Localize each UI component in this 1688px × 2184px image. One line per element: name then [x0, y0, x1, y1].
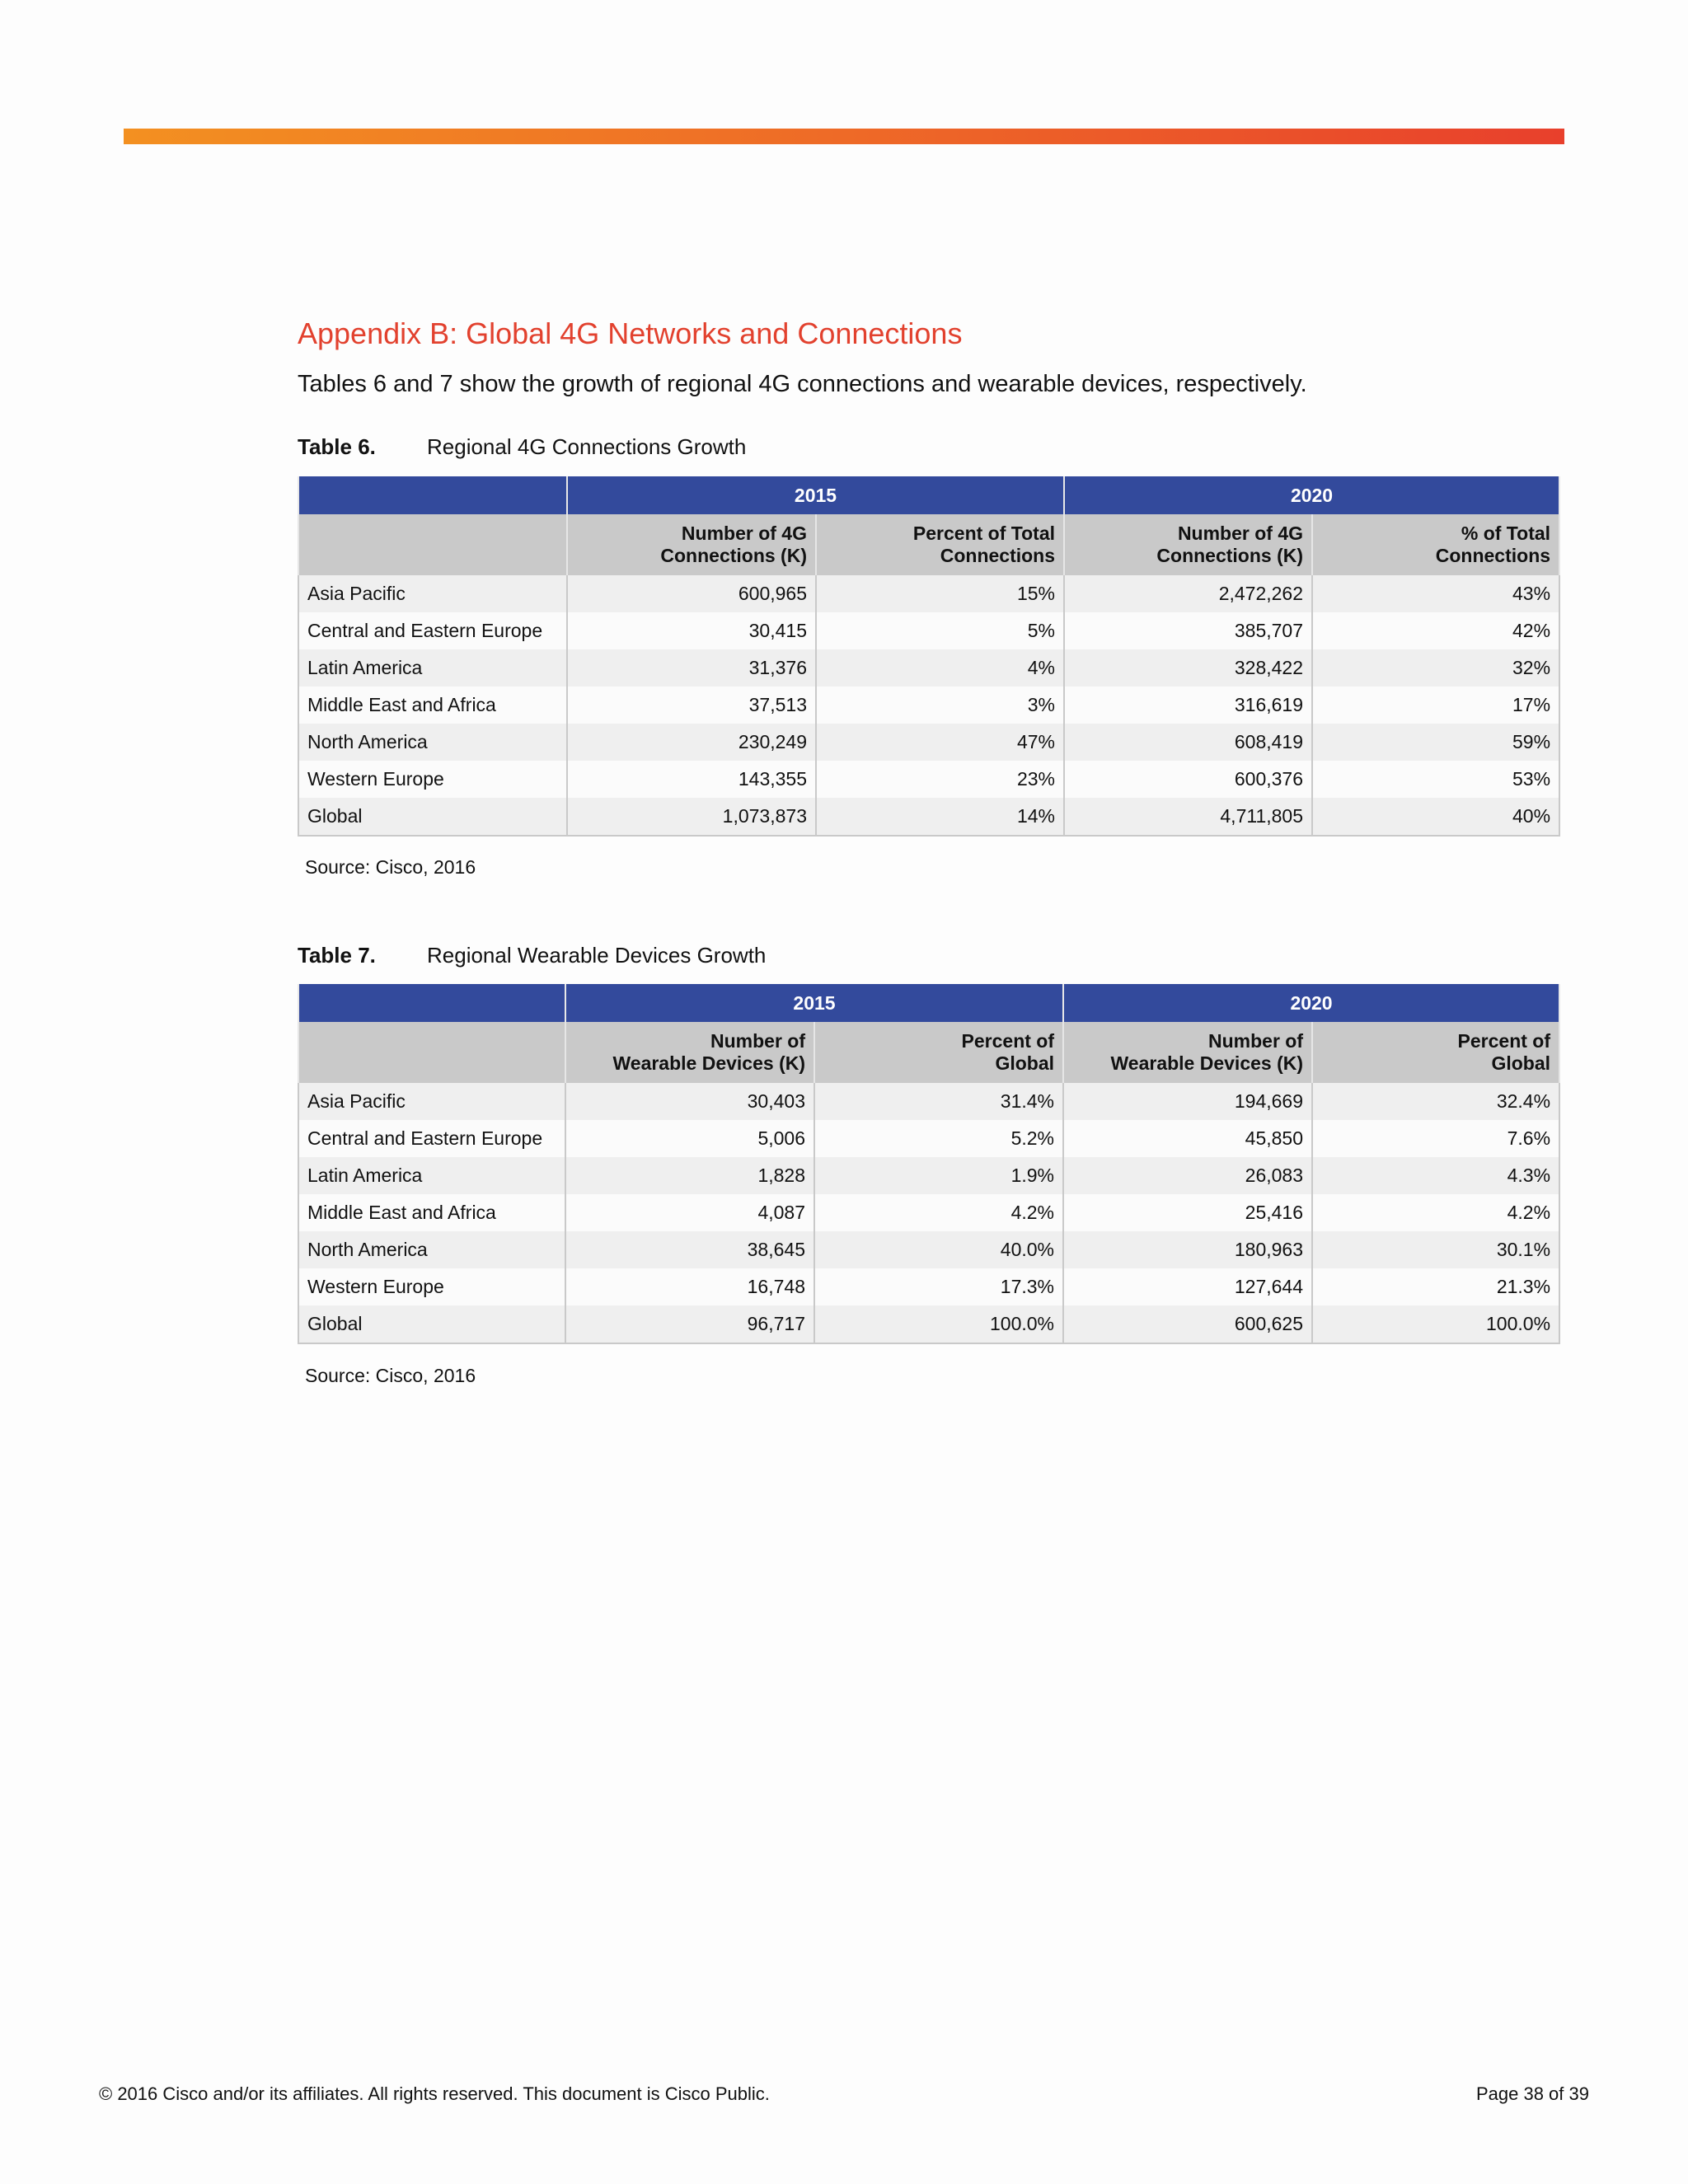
table-row — [298, 1120, 1559, 1157]
table-7-caption — [298, 943, 766, 968]
table-row — [298, 649, 1559, 687]
column-header-row — [298, 1022, 1559, 1083]
table-cell: 230,249 — [567, 724, 816, 761]
table-6 — [298, 476, 1560, 837]
table-cell: 43% — [1312, 575, 1559, 612]
table-cell: 15% — [816, 575, 1064, 612]
table-cell: 31.4% — [814, 1083, 1063, 1120]
table-row — [298, 761, 1559, 798]
table-cell: 30,415 — [567, 612, 816, 649]
footer-page-number: Page 38 of 39 — [1475, 2083, 1589, 2104]
table-cell: 40.0% — [814, 1231, 1063, 1268]
table-cell: 5.2% — [814, 1120, 1063, 1157]
table-7-title: Regional Wearable Devices Growth — [427, 943, 767, 968]
year-2015-header: 2015 — [565, 984, 1063, 1022]
table-cell: 316,619 — [1064, 687, 1312, 724]
footer-copyright: © 2016 Cisco and/or its affiliates. All rights reserved. This document is Cisco Public. — [99, 2083, 770, 2104]
table-cell: 37,513 — [567, 687, 816, 724]
region-label: Middle East and Africa — [298, 687, 567, 724]
year-header-blank — [298, 984, 565, 1022]
table-row — [298, 1194, 1559, 1231]
table-cell: 30,403 — [565, 1083, 814, 1120]
table-cell: 17.3% — [814, 1268, 1063, 1305]
column-header-row — [298, 514, 1559, 575]
column-header — [1064, 514, 1312, 575]
table-row — [298, 687, 1559, 724]
table-cell: 16,748 — [565, 1268, 814, 1305]
table-row — [298, 612, 1559, 649]
column-header-line: Number of — [1208, 1030, 1304, 1052]
table-cell: 4.2% — [1312, 1194, 1559, 1231]
table-cell: 40% — [1312, 798, 1559, 836]
table-row — [298, 724, 1559, 761]
table-row — [298, 1157, 1559, 1194]
column-header — [814, 1022, 1063, 1083]
column-header-line: Percent of — [1457, 1030, 1551, 1052]
region-label: Central and Eastern Europe — [298, 612, 567, 649]
column-header — [567, 514, 816, 575]
table-7 — [298, 984, 1560, 1344]
year-header-row — [298, 984, 1559, 1022]
table-cell: 5% — [816, 612, 1064, 649]
table-7-number: Table 7. — [298, 943, 376, 968]
year-header-row — [298, 476, 1559, 514]
table-cell: 30.1% — [1312, 1231, 1559, 1268]
table-7-source: Source: Cisco, 2016 — [305, 1365, 476, 1386]
year-2020-header: 2020 — [1064, 476, 1559, 514]
table-cell: 100.0% — [1312, 1305, 1559, 1343]
table-row — [298, 1268, 1559, 1305]
table-row — [298, 575, 1559, 612]
table-cell: 4% — [816, 649, 1064, 687]
page-heading: Appendix B: Global 4G Networks and Connections — [298, 316, 963, 350]
column-header-line: Percent of — [961, 1030, 1055, 1052]
region-label: Global — [298, 1305, 565, 1343]
table-cell: 1.9% — [814, 1157, 1063, 1194]
table-cell: 194,669 — [1063, 1083, 1312, 1120]
region-label: Global — [298, 798, 567, 836]
table-cell: 2,472,262 — [1064, 575, 1312, 612]
table-cell: 7.6% — [1312, 1120, 1559, 1157]
table-6-title: Regional 4G Connections Growth — [427, 434, 747, 459]
table-cell: 1,073,873 — [567, 798, 816, 836]
column-header — [816, 514, 1064, 575]
table-cell: 608,419 — [1064, 724, 1312, 761]
column-header-blank — [298, 1022, 565, 1083]
year-2020-header: 2020 — [1063, 984, 1559, 1022]
table-cell: 59% — [1312, 724, 1559, 761]
table-cell: 32.4% — [1312, 1083, 1559, 1120]
table-cell: 3% — [816, 687, 1064, 724]
column-header-line: Global — [995, 1052, 1055, 1074]
column-header-line: Connections — [1435, 545, 1551, 566]
intro-text: Tables 6 and 7 show the growth of regional 4G connections and wearable devices, respectively. — [298, 371, 1307, 397]
table-cell: 17% — [1312, 687, 1559, 724]
region-label: North America — [298, 1231, 565, 1268]
table-cell: 127,644 — [1063, 1268, 1312, 1305]
table-cell: 47% — [816, 724, 1064, 761]
column-header — [1312, 1022, 1559, 1083]
column-header-blank — [298, 514, 567, 575]
table-cell: 23% — [816, 761, 1064, 798]
region-label: Asia Pacific — [298, 575, 567, 612]
column-header-line: Number of 4G — [681, 523, 807, 544]
column-header — [1312, 514, 1559, 575]
table-cell: 4,087 — [565, 1194, 814, 1231]
column-header-line: % of Total — [1461, 523, 1551, 544]
column-header-line: Wearable Devices (K) — [1110, 1052, 1304, 1074]
table-cell: 42% — [1312, 612, 1559, 649]
column-header-line: Percent of Total — [912, 523, 1056, 544]
region-label: Latin America — [298, 649, 567, 687]
table-cell: 4.2% — [814, 1194, 1063, 1231]
table-cell: 180,963 — [1063, 1231, 1312, 1268]
column-header-line: Connections — [940, 545, 1056, 566]
region-label: Central and Eastern Europe — [298, 1120, 565, 1157]
region-label: North America — [298, 724, 567, 761]
table-row — [298, 1231, 1559, 1268]
column-header — [1063, 1022, 1312, 1083]
column-header-line: Number of 4G — [1177, 523, 1304, 544]
table-6-number: Table 6. — [298, 434, 376, 459]
table-row — [298, 1305, 1559, 1343]
table-cell: 600,376 — [1064, 761, 1312, 798]
region-label: Latin America — [298, 1157, 565, 1194]
table-cell: 143,355 — [567, 761, 816, 798]
column-header-line: Global — [1491, 1052, 1551, 1074]
table-cell: 600,965 — [567, 575, 816, 612]
table-7-body — [298, 1083, 1559, 1343]
table-cell: 38,645 — [565, 1231, 814, 1268]
table-cell: 14% — [816, 798, 1064, 836]
table-6-caption — [298, 434, 746, 460]
table-cell: 4,711,805 — [1064, 798, 1312, 836]
table-6-body — [298, 575, 1559, 836]
top-accent-bar — [124, 129, 1564, 144]
region-label: Western Europe — [298, 1268, 565, 1305]
table-cell: 385,707 — [1064, 612, 1312, 649]
column-header — [565, 1022, 814, 1083]
table-cell: 32% — [1312, 649, 1559, 687]
table-cell: 4.3% — [1312, 1157, 1559, 1194]
table-cell: 96,717 — [565, 1305, 814, 1343]
column-header-line: Wearable Devices (K) — [612, 1052, 805, 1074]
column-header-line: Connections (K) — [660, 545, 807, 566]
table-cell: 600,625 — [1063, 1305, 1312, 1343]
table-cell: 31,376 — [567, 649, 816, 687]
region-label: Western Europe — [298, 761, 567, 798]
table-cell: 26,083 — [1063, 1157, 1312, 1194]
year-header-blank — [298, 476, 567, 514]
table-cell: 53% — [1312, 761, 1559, 798]
table-6-source: Source: Cisco, 2016 — [305, 856, 476, 878]
column-header-line: Number of — [710, 1030, 805, 1052]
year-2015-header: 2015 — [567, 476, 1064, 514]
table-cell: 328,422 — [1064, 649, 1312, 687]
table-row — [298, 798, 1559, 836]
table-cell: 25,416 — [1063, 1194, 1312, 1231]
table-row — [298, 1083, 1559, 1120]
region-label: Middle East and Africa — [298, 1194, 565, 1231]
table-cell: 1,828 — [565, 1157, 814, 1194]
table-cell: 21.3% — [1312, 1268, 1559, 1305]
table-cell: 45,850 — [1063, 1120, 1312, 1157]
table-cell: 100.0% — [814, 1305, 1063, 1343]
region-label: Asia Pacific — [298, 1083, 565, 1120]
table-cell: 5,006 — [565, 1120, 814, 1157]
column-header-line: Connections (K) — [1156, 545, 1304, 566]
